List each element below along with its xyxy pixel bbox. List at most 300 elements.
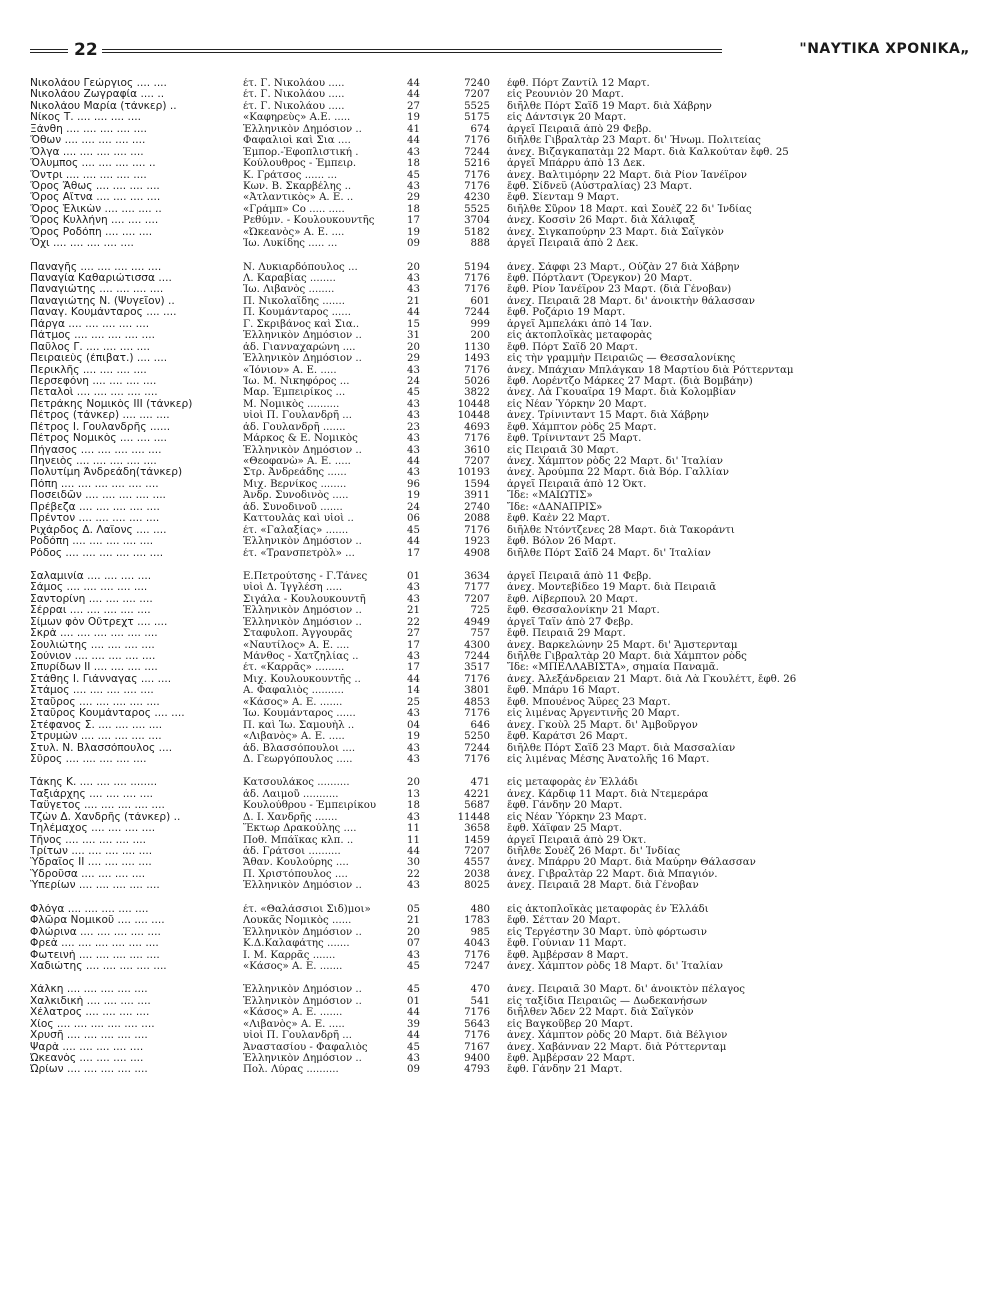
tonnage: 1130: [464, 341, 490, 353]
owner: «Ναυτίλος» Α. Ε. ....: [243, 639, 350, 651]
table-row: [30, 915, 970, 926]
build-year: 29: [407, 353, 420, 365]
ship-name: Ὄχι .... .... .... .... ....: [30, 238, 134, 250]
build-year: 14: [407, 685, 420, 697]
tonnage: 5525: [464, 100, 490, 112]
build-year: 43: [407, 742, 420, 754]
ship-name: Ὠκεανὸς .... .... .... ....: [30, 1053, 144, 1064]
ship-name: Χίος .... .... .... .... .... ....: [30, 1018, 155, 1030]
owner: Ἑλληνικὸν Δημόσιον ..: [243, 926, 362, 938]
position: εἰς Ρεουνιὸν 20 Μαρτ.: [507, 89, 624, 101]
ship-group: [30, 984, 970, 1076]
table-row: [30, 674, 970, 685]
tonnage: 5525: [464, 203, 490, 215]
owner: Σταφυλοπ. Ἀγγουρᾶς: [243, 628, 353, 640]
tonnage: 5026: [464, 375, 490, 387]
table-row: [30, 170, 970, 181]
tonnage: 3704: [464, 215, 490, 227]
build-year: 96: [407, 478, 420, 490]
owner: Ἑλληνικὸν Δημόσιον ..: [243, 616, 362, 628]
owner: «Λιβανὸς» Α. Ε. .....: [243, 731, 345, 743]
position: ἔφθ. Γούνιαν 11 Μαρτ.: [507, 938, 627, 950]
position: εἰς Βαγκοῦβερ 20 Μαρτ.: [507, 1018, 634, 1030]
tonnage: 7176: [464, 708, 490, 720]
ship-group: [30, 777, 970, 891]
ship-name: Ὄρος Ἄθως .... .... .... ....: [30, 180, 160, 192]
ship-name: Χαδιώτης .... .... .... .... ....: [30, 960, 167, 972]
table-row: [30, 938, 970, 949]
owner: υἱοὶ Δ. Ἰγγλέση .....: [243, 582, 343, 594]
build-year: 43: [407, 949, 420, 961]
build-year: 43: [407, 811, 420, 823]
owner: «Ἀτλαντικὸς» Α. Ε. ..: [243, 192, 354, 204]
build-year: 17: [407, 639, 420, 651]
build-year: 19: [407, 226, 420, 238]
tonnage: 888: [470, 238, 490, 250]
ship-name: Τῆνος .... .... .... .... ....: [30, 834, 146, 846]
owner: Ἕκτωρ Δρακούλης ....: [243, 823, 357, 835]
table-row: [30, 296, 970, 307]
build-year: 45: [407, 387, 420, 399]
ship-name: Σούνιον .... .... .... .... ....: [30, 651, 156, 662]
ship-name: Χάλκη .... .... .... .... ....: [30, 984, 148, 996]
ship-name: Ὄλυμπος .... .... .... .... ..: [30, 158, 156, 170]
position: ἀργεῖ Μπάρρυ ἀπὸ 13 Δεκ.: [507, 158, 646, 170]
table-row: [30, 112, 970, 123]
build-year: 19: [407, 490, 420, 502]
tonnage: 7244: [464, 146, 490, 158]
table-row: [30, 651, 970, 662]
tonnage: 7176: [464, 673, 490, 685]
ship-name: Πάργα .... .... .... .... ....: [30, 318, 150, 330]
build-year: 09: [407, 1064, 420, 1076]
build-year: 43: [407, 433, 420, 445]
build-year: 18: [407, 203, 420, 215]
ship-name: Χέλατρος .... .... .... ....: [30, 1007, 150, 1019]
position: εἰς μεταφορὰς ἐν Ἑλλάδι: [507, 777, 639, 789]
owner: Ἑλληνικὸν Δημόσιον ..: [243, 1053, 362, 1064]
owner: «Κάσος» Α. Ε. .......: [243, 1007, 343, 1019]
position: εἰς Δάντσιγκ 20 Μαρτ.: [507, 112, 627, 124]
owner: Ἰω. Κουμάνταρος ......: [243, 708, 356, 720]
build-year: 13: [407, 788, 420, 800]
table-row: [30, 869, 970, 880]
owner: Κουλούθρου - Ἐμπειρίκου: [243, 800, 377, 812]
owner: έτ. Γ. Νικολάου .....: [243, 100, 345, 112]
tonnage: 725: [470, 605, 490, 617]
table-row: [30, 238, 970, 249]
position: Ἴδε: «ΔΑΝΑΠΡΙΣ»: [507, 501, 603, 513]
tonnage: 7176: [464, 135, 490, 147]
ship-name: Πετράκης Νομικὸς III (τάνκερ): [30, 398, 193, 410]
position: ἔφθ. Θεσσαλονίκην 21 Μαρτ.: [507, 605, 660, 617]
position: εἰς Νέαν Ὑόρκην 23 Μαρτ.: [507, 811, 647, 823]
owner: έτ. Γ. Νικολάου .....: [243, 78, 345, 89]
owner: έτ. «Γαλαξίας» .......: [243, 524, 349, 536]
build-year: 45: [407, 1041, 420, 1053]
owner: Γ. Σκριβάνος καὶ Σια..: [243, 318, 360, 330]
owner: Δ. Γεωργόπουλος .....: [243, 753, 353, 765]
tonnage: 4908: [464, 547, 490, 559]
build-year: 20: [407, 341, 420, 353]
owner: Πολ. Λύρας ..........: [243, 1064, 339, 1076]
ship-group: [30, 904, 970, 973]
owner: υἱοὶ Π. Γουλανδρῆ ...: [243, 1030, 353, 1042]
tonnage: 1459: [464, 834, 490, 846]
table-row: [30, 479, 970, 490]
tonnage: 3822: [464, 387, 490, 399]
tonnage: 7176: [464, 364, 490, 376]
position: εἰς ἀκτοπλοϊκὰς μεταφορὰς ἐν Ἑλλάδι: [507, 903, 709, 915]
table-row: [30, 89, 970, 100]
position: διῆλθε Πόρτ Σαΐδ 24 Μαρτ. δι' Ἰταλίαν: [507, 547, 711, 559]
ship-name: Νικολάου Ζωγραφία .... ..: [30, 89, 165, 101]
tonnage: 7176: [464, 1007, 490, 1019]
build-year: 01: [407, 570, 420, 582]
build-year: 41: [407, 123, 420, 135]
ship-name: Φωτεινὴ .... .... .... .... ....: [30, 949, 160, 961]
table-row: [30, 846, 970, 857]
position: ἀνεχ. Πειραιᾶ 28 Μαρτ. δι' ἀνοικτὴν θάλασσαν: [507, 295, 755, 307]
build-year: 31: [407, 330, 420, 342]
table-row: [30, 181, 970, 192]
owner: Μ. Νομικὸς ..........: [243, 398, 340, 410]
tonnage: 674: [470, 123, 490, 135]
owner: Φαφαλιοὶ καὶ Σια ....: [243, 135, 351, 147]
table-row: [30, 800, 970, 811]
position: ἔφθ. Καράτσι 26 Μαρτ.: [507, 731, 628, 743]
ship-name: Σῦρος .... .... .... .... ....: [30, 753, 147, 765]
tonnage: 3911: [464, 490, 490, 502]
owner: «Κάσος» Α. Ε. .......: [243, 960, 343, 972]
tonnage: 7176: [464, 433, 490, 445]
owner: Μιχ. Βερνίκος ........: [243, 478, 347, 490]
table-row: [30, 743, 970, 754]
tonnage: 7176: [464, 284, 490, 296]
build-year: 19: [407, 112, 420, 124]
tonnage: 7176: [464, 1030, 490, 1042]
tonnage: 7176: [464, 180, 490, 192]
position: ἀνεχ. Χάμπτον ρὸδς 18 Μαρτ. δι' Ἰταλίαν: [507, 960, 723, 972]
tonnage: 541: [470, 995, 490, 1007]
tonnage: 4043: [464, 938, 490, 950]
tonnage: 7207: [464, 456, 490, 467]
owner: Ἑλληνικὸν Δημόσιον ..: [243, 984, 362, 996]
position: ἔφθ. Πόρτ Σαΐδ 20 Μαρτ.: [507, 341, 638, 353]
owner: «Καφηρεὺς» Α.Ε. .....: [243, 112, 351, 124]
ship-group: [30, 262, 970, 559]
ship-name: Περσεφόνη .... .... .... ....: [30, 375, 157, 387]
position: ἀνεχ. Χαβάνναν 22 Μαρτ. διὰ Ρόττερνταμ: [507, 1041, 727, 1053]
ship-name: Σίμων φὸν Οὔτρεχτ .... ....: [30, 616, 168, 628]
ship-name: Ξάνθη .... .... .... .... ....: [30, 123, 147, 135]
ship-name: Ροδόπη .... .... .... .... ....: [30, 536, 154, 548]
ship-name: Περικλῆς .... .... .... ....: [30, 364, 147, 376]
build-year: 06: [407, 513, 420, 525]
ship-name: Ὄρος Κυλλήνη .... .... ....: [30, 215, 159, 227]
position: ἔφθ. Ρίον Ἰανέϊρον 23 Μαρτ. (διὰ Γένοβαν): [507, 284, 732, 296]
position: ἀνεχ. Γιβραλτὰρ 22 Μαρτ. διὰ Μπαγιόν.: [507, 868, 718, 880]
build-year: 43: [407, 364, 420, 376]
build-year: 23: [407, 421, 420, 433]
owner: Ἰω. Λυκίδης ..... ...: [243, 238, 338, 250]
ship-name: Σταῦρος Κουμάνταρος .... ....: [30, 708, 185, 720]
build-year: 29: [407, 192, 420, 204]
ship-name: Στυλ. Ν. Βλασσόπουλος ....: [30, 742, 173, 754]
build-year: 25: [407, 696, 420, 708]
tonnage: 10448: [457, 398, 490, 410]
position: ἔφθ. Τρίνινταντ 25 Μαρτ.: [507, 433, 642, 445]
position: διῆλθε Πόρτ Σαΐδ 19 Μαρτ. διὰ Χάβρην: [507, 100, 712, 112]
table-row: [30, 273, 970, 284]
owner: Ρεθύμν. - Κουλουκουντῆς: [243, 215, 375, 227]
position: ἔφθ. Χάμπτον ρὸδς 25 Μαρτ.: [507, 421, 657, 433]
table-row: [30, 697, 970, 708]
build-year: 43: [407, 467, 420, 479]
tonnage: 7176: [464, 273, 490, 284]
tonnage: 7244: [464, 307, 490, 319]
tonnage: 10193: [457, 467, 490, 479]
position: ἀνεχ. Βαλτιμόρην 22 Μαρτ. διὰ Ρίον Ἰανέϊρον: [507, 169, 747, 181]
table-row: [30, 582, 970, 593]
table-row: [30, 124, 970, 135]
owner: Π. καὶ Ἰω. Σαμουὴλ ..: [243, 719, 355, 731]
build-year: 07: [407, 938, 420, 950]
ship-name: Παναγιώτης Ν. (Ψυγεῖον) ..: [30, 295, 175, 307]
ship-name: Ριχάρδος Δ. Λαΐονς .... ....: [30, 524, 167, 536]
tonnage: 10448: [457, 410, 490, 422]
owner: «Κάσος» Α. Ε. .......: [243, 696, 343, 708]
table-row: [30, 192, 970, 203]
owner: Π. Χριστόπουλος ....: [243, 868, 348, 880]
ship-name: Ψαρὰ .... .... .... .... ....: [30, 1041, 144, 1053]
owner: «Γράμπ» Co ..... .....: [243, 203, 345, 215]
tonnage: 471: [470, 777, 490, 789]
build-year: 21: [407, 605, 420, 617]
table-row: [30, 307, 970, 318]
ship-name: Νικολάου Μαρία (τάνκερ) ..: [30, 100, 177, 112]
table-row: [30, 410, 970, 421]
table-row: [30, 685, 970, 696]
build-year: 43: [407, 444, 420, 456]
ship-name: Ὄλγα .... .... .... .... ....: [30, 146, 144, 158]
position: ἀργεῖ Πειραιᾶ ἀπὸ 12 Ὀκτ.: [507, 478, 647, 490]
position: εἰς λιμένας Μέσης Ἀνατολῆς 16 Μαρτ.: [507, 753, 710, 765]
build-year: 43: [407, 284, 420, 296]
build-year: 04: [407, 719, 420, 731]
ship-name: Ταξιάρχης .... .... .... ....: [30, 788, 154, 800]
position: εἰς ταξίδια Πειραιῶς — Δωδεκανήσων: [507, 995, 708, 1007]
build-year: 43: [407, 593, 420, 605]
tonnage: 7207: [464, 89, 490, 101]
owner: Ποθ. Μπάϊκας κλπ. ..: [243, 834, 354, 846]
position: διῆλθε Σουὲζ 26 Μαρτ. δι' Ἰνδίας: [507, 846, 681, 857]
position: ἔφθ. Σίδνεϋ (Αὐστραλίας) 23 Μαρτ.: [507, 180, 693, 192]
owner: ἀδ. Λαιμοῦ ...........: [243, 788, 339, 800]
tonnage: 7176: [464, 753, 490, 765]
table-row: [30, 823, 970, 834]
table-row: [30, 467, 970, 478]
ship-name: Ὄρος Ροδόπη .... .... ....: [30, 226, 153, 238]
tonnage: 5175: [464, 112, 490, 124]
position: ἀνεχ. Βαρκελώνην 25 Μαρτ. δι' Ἄμστερνταμ: [507, 639, 738, 651]
owner: Ἑλληνικὸν Δημόσιον ..: [243, 444, 362, 456]
table-row: [30, 961, 970, 972]
table-row: [30, 984, 970, 995]
owner: έτ. «Καρρᾶς» .........: [243, 662, 345, 674]
ship-name: Πέτρος (τάνκερ) .... .... ....: [30, 410, 170, 422]
build-year: 11: [407, 823, 420, 835]
owner: Μιχ. Κουλουκουντῆς ..: [243, 673, 361, 685]
build-year: 17: [407, 662, 420, 674]
table-row: [30, 880, 970, 891]
position: ἔφθ. Καὲν 22 Μαρτ.: [507, 513, 610, 525]
tonnage: 985: [470, 926, 490, 938]
table-row: [30, 135, 970, 146]
position: εἰς ἀκτοπλοϊκὰς μεταφορὰς: [507, 330, 652, 342]
page-header: [30, 40, 970, 64]
owner: ἀδ. Γιανναχαρώνη ....: [243, 341, 356, 353]
position: ἀνεχ. Ἀλεξάνδρειαν 21 Μαρτ. διὰ Λὰ Γκουλέττ, ἔφθ. 26: [507, 673, 797, 685]
build-year: 44: [407, 1030, 420, 1042]
tonnage: 757: [470, 628, 490, 640]
build-year: 43: [407, 708, 420, 720]
table-row: [30, 904, 970, 915]
position: διῆλθε Σῦρον 18 Μαρτ. καὶ Σουὲζ 22 δι' Ἰνδίας: [507, 203, 752, 215]
tonnage: 999: [470, 318, 490, 330]
publication-title: "ΝΑΥΤΙΚΑ ΧΡΟΝΙΚΑ„: [799, 41, 970, 57]
build-year: 44: [407, 673, 420, 685]
position: ἀνεχ. Πειραιᾶ 30 Μαρτ. δι' ἀνοικτὸν πέλαγος: [507, 984, 745, 996]
build-year: 05: [407, 903, 420, 915]
tonnage: 470: [470, 984, 490, 996]
table-row: [30, 78, 970, 89]
tonnage: 4693: [464, 421, 490, 433]
owner: Ἑλληνικὸν Δημόσιον ..: [243, 536, 362, 548]
tonnage: 5182: [464, 226, 490, 238]
position: διῆλθεν Ἄδεν 22 Μαρτ. διὰ Σαϊγκὸν: [507, 1007, 694, 1019]
tonnage: 2038: [464, 868, 490, 880]
position: ἔφθ. Γάνδην 21 Μαρτ.: [507, 1064, 623, 1076]
tonnage: 3634: [464, 570, 490, 582]
table-row: [30, 594, 970, 605]
position: ἔφθ. Μπουένος Ἄϋρες 23 Μαρτ.: [507, 696, 671, 708]
ship-name: Τηλέμαχος .... .... .... ....: [30, 823, 156, 835]
position: ἀνεχ. Τρίνινταντ 15 Μαρτ. διὰ Χάβρην: [507, 410, 709, 422]
ship-name: Ταΰγετος .... .... .... .... ....: [30, 800, 165, 812]
position: ἔφθ. Σίενταμ 9 Μαρτ.: [507, 192, 620, 204]
position: ἔφθ. Χάϊφαν 25 Μαρτ.: [507, 823, 623, 835]
position: ἔφθ. Ἀμβέρσαν 8 Μαρτ.: [507, 949, 629, 961]
ship-name: Παναγία Καθαριώτισσα ....: [30, 273, 172, 284]
table-row: [30, 433, 970, 444]
position: ἀνεχ. Χάμπτον ρὸδς 22 Μαρτ. δι' Ἰταλίαν: [507, 456, 723, 467]
owner: έτ. «Θαλάσσιοι Σιδ)μοι»: [243, 903, 371, 915]
position: ἔφθ. Λορέντζο Μάρκες 27 Μαρτ. (διὰ Βομβάην): [507, 375, 753, 387]
ship-name: Ὑπερίων .... .... .... .... ....: [30, 880, 160, 892]
position: ἀργεῖ Πειραιᾶ ἀπὸ 29 Ὀκτ.: [507, 834, 647, 846]
ship-name: Σταῦρος .... .... .... .... ....: [30, 696, 160, 708]
owner: Μάρκος & Ε. Νομικὸς: [243, 433, 358, 445]
owner: Ἑλληνικὸν Δημόσιον ..: [243, 123, 362, 135]
ship-name: Πήγασος .... .... .... .... ....: [30, 444, 162, 456]
build-year: 19: [407, 731, 420, 743]
position: ἀνεχ. Ἀρούμπα 22 Μαρτ. διὰ Βόρ. Γαλλίαν: [507, 467, 729, 479]
ship-name: Ὄθων .... .... .... .... ....: [30, 135, 146, 147]
owner: Ἄθαν. Κουλούρης ....: [243, 857, 349, 869]
ship-name: Φλόγα .... .... .... .... ....: [30, 903, 149, 915]
build-year: 22: [407, 616, 420, 628]
ship-name: Φρεὰ .... .... .... .... .... ....: [30, 938, 159, 950]
build-year: 43: [407, 651, 420, 662]
table-row: [30, 387, 970, 398]
tonnage: 4557: [464, 857, 490, 869]
build-year: 20: [407, 261, 420, 273]
ship-name: Φλώρινα .... .... .... .... ....: [30, 926, 161, 938]
table-row: [30, 628, 970, 639]
table-row: [30, 1007, 970, 1018]
owner: Κούλουθρος - Ἐμπειρ.: [243, 158, 357, 170]
build-year: 09: [407, 238, 420, 250]
ship-name: Ὑδραῖος ΙΙ .... .... .... ....: [30, 857, 152, 869]
table-row: [30, 708, 970, 719]
table-row: [30, 284, 970, 295]
owner: Λ. Καραβίας ........: [243, 273, 336, 284]
ship-name: Ὄρος Ἑλικὼν .... .... .... ..: [30, 203, 162, 215]
position: ἔφθ. Πειραιᾶ 29 Μαρτ.: [507, 628, 626, 640]
tonnage: 2088: [464, 513, 490, 525]
ship-position-list: [30, 78, 970, 1088]
ship-name: Σπυρίδων ΙΙ .... .... .... ....: [30, 662, 158, 674]
tonnage: 200: [470, 330, 490, 342]
build-year: 44: [407, 78, 420, 89]
position: ἀνεχ. Βιζαγκαπατὰμ 22 Μαρτ. διὰ Καλκούταν ἔφθ. 25: [507, 146, 789, 158]
position: ἀνεχ. Πειραιᾶ 28 Μαρτ. διὰ Γένοβαν: [507, 880, 699, 892]
ship-name: Πεταλοὶ .... .... .... .... ....: [30, 387, 158, 399]
position: ἀνεχ. Κάρδιφ 11 Μαρτ. διὰ Ντεμεράρα: [507, 788, 709, 800]
position: Ἴδε: «ΜΑΙΩΤΙΣ»: [507, 490, 593, 502]
table-row: [30, 605, 970, 616]
owner: «Λιβανὸς» Α. Ε. .....: [243, 1018, 345, 1030]
tonnage: 3801: [464, 685, 490, 697]
table-row: [30, 789, 970, 800]
table-row: [30, 720, 970, 731]
tonnage: 4853: [464, 696, 490, 708]
ship-name: Σαντορίνη .... .... .... ....: [30, 593, 153, 605]
table-row: [30, 399, 970, 410]
table-row: [30, 353, 970, 364]
ship-name: Στάμος .... .... .... .... ....: [30, 685, 154, 697]
tonnage: 7176: [464, 169, 490, 181]
owner: Ἑλληνικὸν Δημόσιον ..: [243, 330, 362, 342]
tonnage: 5194: [464, 261, 490, 273]
position: εἰς Τεργέστην 30 Μαρτ. ὑπὸ φόρτωσιν: [507, 926, 707, 938]
table-row: [30, 376, 970, 387]
table-row: [30, 1064, 970, 1075]
tonnage: 3610: [464, 444, 490, 456]
tonnage: 7176: [464, 949, 490, 961]
tonnage: 1493: [464, 353, 490, 365]
table-row: [30, 490, 970, 501]
ship-name: Σέρραι .... .... .... .... ....: [30, 605, 151, 617]
ship-name: Πέτρος Νομικὸς .... .... ....: [30, 433, 168, 445]
build-year: 44: [407, 846, 420, 857]
position: εἰς τὴν γραμμὴν Πειραιῶς — Θεσσαλονίκης: [507, 353, 736, 365]
position: διῆλθε Ντόντζενες 28 Μαρτ. διὰ Τακοράντι: [507, 524, 735, 536]
tonnage: 7244: [464, 742, 490, 754]
tonnage: 7244: [464, 651, 490, 662]
position: ἔφθ. Γάνδην 20 Μαρτ.: [507, 800, 623, 812]
